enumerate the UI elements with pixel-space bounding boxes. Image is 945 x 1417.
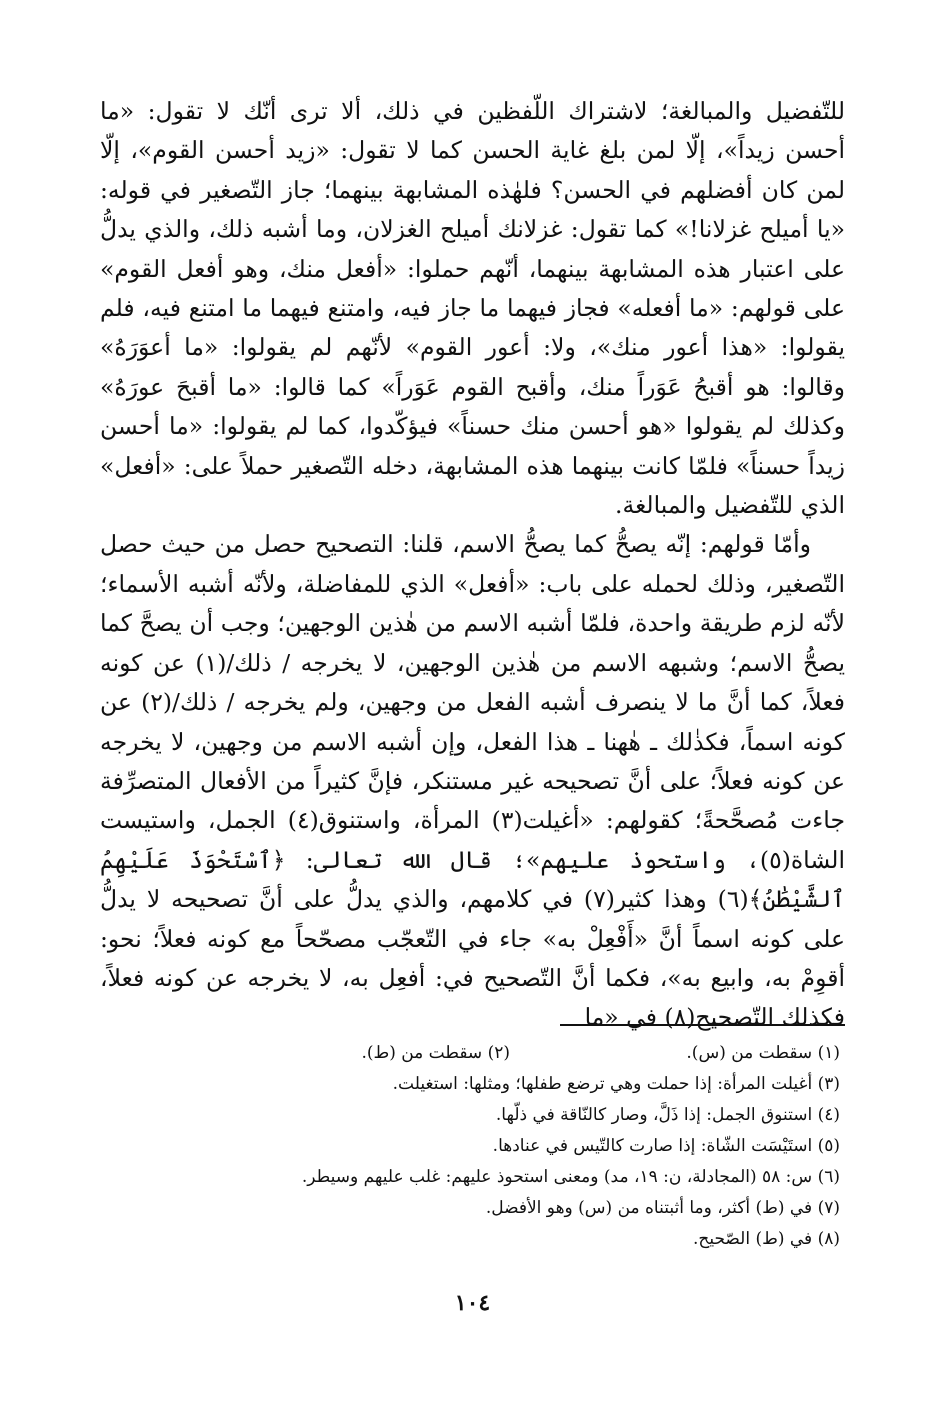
footnote-number: (٤) <box>817 1105 840 1125</box>
footnote-6 <box>302 1162 840 1193</box>
footnote-text: س: ٥٨ (المجادلة، ن: ١٩، مد) ومعنى استحوذ عليهم: غلب عليهم وسيطر. <box>301 1167 813 1187</box>
footnote-text: استنوق الجمل: إذا ذَلَّ، وصار كالنّاقة في ذلّها. <box>495 1105 813 1125</box>
footnote-text: أغيلت المرأة: إذا حملت وهي ترضع طفلها؛ ومثلها: استغيلت. <box>392 1074 813 1094</box>
page-body <box>100 92 845 1038</box>
footnote-text: في (ط) الصّحيح. <box>692 1229 813 1249</box>
main-text <box>100 92 845 1038</box>
footnote-number: (٣) <box>817 1074 840 1094</box>
footnote-1 <box>510 1038 840 1069</box>
footnote-row-3 <box>120 1069 840 1100</box>
footnote-row-8 <box>120 1224 840 1255</box>
footnote-number: (٢) <box>487 1043 510 1063</box>
footnote-number: (٥) <box>817 1136 840 1156</box>
paragraph-2: وأمّا قولهم: إنّه يصحُّ كما يصحُّ الاسم، قلنا: التصحيح حصل من حيث حصل التّصغير، وذلك لحمله على باب: «أفعل» الذي للمفاضلة، ولأنّه أشبه الأسماء؛ لأنّه لزم طريقة واحدة، فلمّا أشبه الاسم من هٰذين الوجهين؛ وجب أن يصحَّ كما يصحُّ الاسم؛ وشبهه الاسم من هٰذين الوجهين، لا يخرجه / ذلك/(١) عن كونه فعلاً، كما أنَّ ما لا ينصرف أشبه الفعل من وجهين، ولم يخرجه / ذلك/(٢) عن كونه اسماً، فكذٰلك ـ هٰهنا ـ هذا الفعل، وإن أشبه الاسم من وجهين، لا يخرجه عن كونه فعلاً؛ على أنَّ تصحيحه غير مستنكر، فإنَّ كثيراً من الأفعال المتصرِّفة جاءت مُصحَّحةً؛ كقولهم: «أغيلت(٣) المرأة، واستنوق(٤) الجمل، واستيست الشاة(٥)، واستحوذ عليهم»؛ قال الله تعالى: ﴿ٱسْتَحْوَذَ عَلَيْهِمُ ٱلشَّيْطَٰنُ﴾(٦) وهذا كثير(٧) في كلامهم، والذي يدلُّ على أنَّ تصحيحه لا يدلُّ على كونه اسماً أنَّ «أَفْعِلْ به» جاء في التّعجّب مصحّحاً مع كونه فعلاً؛ نحو: أقوِمْ به، وابيع به»، فكما أنَّ التّصحيح في: أفعِل به، لا يخرجه عن كونه فعلاً، فكذلك التّصحيح(٨) في «ما <box>100 530 845 1032</box>
footnote-number: (٦) <box>817 1167 840 1187</box>
footnote-2 <box>361 1038 510 1069</box>
footnote-3 <box>393 1069 840 1100</box>
footnote-4 <box>496 1100 840 1131</box>
footnote-text: سقطت من (س). <box>686 1043 813 1063</box>
footnote-text: سقطت من (ط). <box>361 1043 483 1063</box>
footnote-number: (٧) <box>817 1198 840 1218</box>
footnote-row-7 <box>120 1193 840 1224</box>
page-number: ١٠٤ <box>454 1290 491 1316</box>
footnote-row-1 <box>120 1038 840 1069</box>
footnote-separator <box>560 1024 845 1026</box>
paragraph-1: للتّفضيل والمبالغة؛ لاشتراك اللّفظين في ذلك، ألا ترى أنّك لا تقول: «ما أحسن زيداً»، إلّا لمن بلغ غاية الحسن كما لا تقول: «زيد أحسن القوم»، إلّا لمن كان أفضلهم في الحسن؟ فلهٰذه المشابهة بينهما؛ جاز التّصغير في قوله: «يا أميلح غزلانا!» كما تقول: غزلانك أميلح الغزلان، وما أشبه ذلك، والذي يدلُّ على اعتبار هذه المشابهة بينهما، أنّهم حملوا: «أفعل منك، وهو أفعل القوم» على قولهم: «ما أفعله» فجاز فيهما ما جاز فيه، وامتنع فيهما ما امتنع فيه، فلم يقولوا: «هذا أعور منك»، ولا: أعور القوم» لأنّهم لم يقولوا: «ما أعوَرَهُ» وقالوا: هو أقبحُ عَوَراً منك، وأقبح القوم عَوَراً» كما قالوا: «ما أقبحَ عورَهُ» وكذلك لم يقولوا «هو أحسن منك حسناً» فيؤكّدوا، كما لم يقولوا: «ما أحسن زيداً حسناً» فلمّا كانت بينهما هذه المشابهة، دخله التّصغير حملاً على: «أفعل» الذي للتّفضيل والمبالغة. <box>100 97 845 520</box>
footnote-number: (٨) <box>817 1229 840 1249</box>
footnote-5 <box>493 1131 840 1162</box>
footnotes <box>120 1038 840 1255</box>
footnote-row-5 <box>120 1131 840 1162</box>
footnote-number: (١) <box>817 1043 840 1063</box>
footnote-7 <box>486 1193 840 1224</box>
footnote-row-6 <box>120 1162 840 1193</box>
footnote-text: في (ط) أكثر، وما أثبتناه من (س) وهو الأفضل. <box>485 1198 813 1218</box>
footnote-text: استَيْسَت الشّاة: إذا صارت كالتّيس في عنادها. <box>492 1136 813 1156</box>
footnote-row-4 <box>120 1100 840 1131</box>
footnote-8 <box>693 1224 840 1255</box>
